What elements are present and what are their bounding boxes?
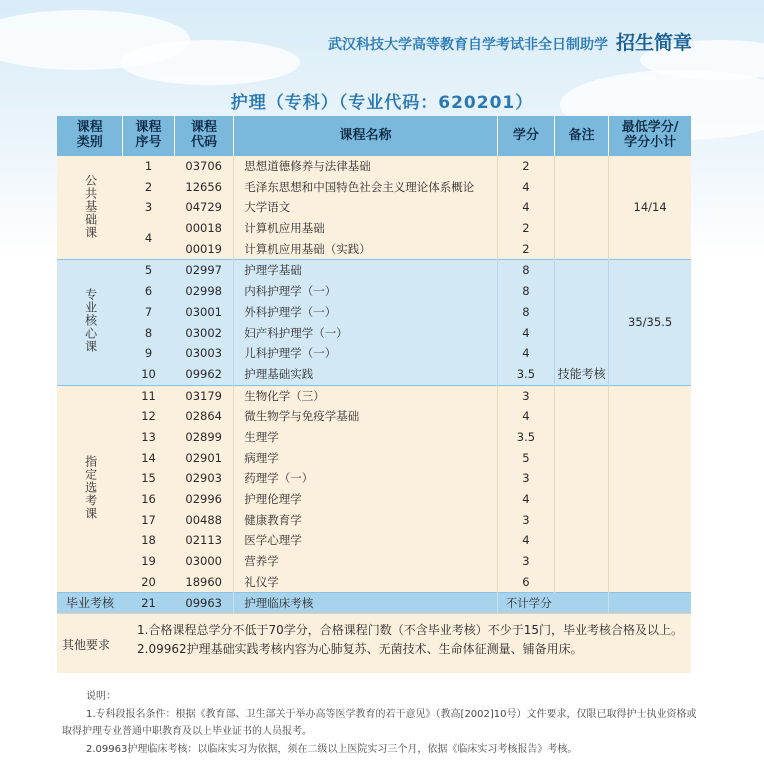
category-public-basic — [57, 156, 123, 260]
row-name: 生物化学（三） — [234, 385, 498, 406]
category-elective — [57, 385, 123, 593]
row-name: 计算机应用基础 — [234, 218, 498, 239]
table-row — [57, 260, 691, 281]
row-credit: 4 — [497, 406, 554, 427]
row-code: 12656 — [174, 177, 234, 198]
row-note — [555, 530, 609, 551]
row-seq: 11 — [123, 385, 174, 406]
row-note — [555, 572, 609, 593]
graduation-row — [57, 593, 691, 614]
table-row — [57, 385, 691, 406]
notes-heading: 说明： — [86, 691, 116, 702]
row-name: 健康教育学 — [234, 510, 498, 531]
row-note — [555, 239, 609, 260]
row-name: 药理学（一） — [234, 468, 498, 489]
requirement-line-2: 2.09962护理基础实践考核内容为心肺复苏、无菌技术、生命体征测量、铺备用床。 — [137, 641, 583, 656]
row-name: 医学心理学 — [234, 530, 498, 551]
row-name: 病理学 — [234, 448, 498, 469]
header-seq: 课程 序号 — [123, 116, 174, 156]
row-name: 护理学基础 — [234, 260, 498, 281]
row-name: 护理临床考核 — [234, 593, 498, 614]
row-min — [609, 593, 691, 614]
row-seq: 18 — [123, 530, 174, 551]
row-name: 妇产科护理学（一） — [234, 323, 498, 344]
header-credit: 学分 — [497, 116, 554, 156]
row-code: 04729 — [174, 197, 234, 218]
page-header — [328, 28, 692, 55]
row-code: 00488 — [174, 510, 234, 531]
table-row — [57, 302, 691, 323]
row-credit: 3 — [497, 551, 554, 572]
row-note — [555, 551, 609, 572]
category-label: 指定选考课 — [83, 454, 98, 520]
row-code: 03706 — [174, 156, 234, 177]
row-note — [555, 510, 609, 531]
row-note — [555, 177, 609, 198]
row-note — [555, 218, 609, 239]
row-code: 03002 — [174, 323, 234, 344]
note-2: 2.09963护理临床考核：以临床实习为依据，须在二级以上医院实习三个月，依据《临床实习考核报告》考核。 — [86, 743, 578, 755]
row-code: 02864 — [174, 406, 234, 427]
row-seq: 2 — [123, 177, 174, 198]
row-name: 外科护理学（一） — [234, 302, 498, 323]
row-seq: 10 — [123, 364, 174, 385]
row-seq: 14 — [123, 448, 174, 469]
row-name: 毛泽东思想和中国特色社会主义理论体系概论 — [234, 177, 498, 198]
row-code: 02997 — [174, 260, 234, 281]
row-credit: 2 — [497, 239, 554, 260]
table-row — [57, 177, 691, 198]
row-name: 儿科护理学（一） — [234, 343, 498, 364]
header-code: 课程 代码 — [174, 116, 234, 156]
row-credit: 5 — [497, 448, 554, 469]
row-code: 02113 — [174, 530, 234, 551]
row-seq: 16 — [123, 489, 174, 510]
table-row — [57, 427, 691, 448]
group-subtotal: 14/14 — [609, 156, 691, 260]
requirement-line-1: 1.合格课程总学分不低于70学分，合格课程门数（不含毕业考核）不少于15门，毕业考核合格及以上。 — [137, 623, 683, 637]
row-note — [555, 385, 609, 406]
row-seq: 1 — [123, 156, 174, 177]
row-code: 00018 — [174, 218, 234, 239]
row-code: 09963 — [174, 593, 234, 614]
row-note — [555, 427, 609, 448]
row-note — [555, 260, 609, 281]
row-note — [555, 468, 609, 489]
table-row — [57, 156, 691, 177]
background-cloud — [120, 40, 300, 85]
row-seq: 6 — [123, 281, 174, 302]
notes-section — [62, 688, 702, 758]
table-row — [57, 406, 691, 427]
table-row — [57, 281, 691, 302]
table-row — [57, 489, 691, 510]
other-requirements — [57, 613, 691, 673]
row-name: 大学语文 — [234, 197, 498, 218]
row-credit: 6 — [497, 572, 554, 593]
row-seq: 13 — [123, 427, 174, 448]
table-row — [57, 197, 691, 218]
row-credit: 不计学分 — [497, 593, 608, 614]
header-title: 招生简章 — [615, 32, 692, 54]
row-seq: 3 — [123, 197, 174, 218]
row-name: 计算机应用基础（实践） — [234, 239, 498, 260]
group-subtotal — [609, 385, 691, 593]
row-code: 18960 — [174, 572, 234, 593]
row-note — [555, 281, 609, 302]
group-subtotal: 35/35.5 — [609, 260, 691, 385]
row-name: 生理学 — [234, 427, 498, 448]
header-name: 课程名称 — [234, 116, 498, 156]
row-note — [555, 323, 609, 344]
row-credit: 4 — [497, 323, 554, 344]
header-subtitle: 武汉科技大学高等教育自学考试非全日制助学 — [327, 37, 608, 53]
table-row — [57, 468, 691, 489]
row-credit: 3.5 — [497, 364, 554, 385]
table-row — [57, 323, 691, 344]
row-note — [555, 156, 609, 177]
header-category: 课程 类别 — [57, 116, 123, 156]
row-code: 03001 — [174, 302, 234, 323]
row-credit: 3.5 — [497, 427, 554, 448]
header-note: 备注 — [555, 116, 609, 156]
category-label: 公共基础课 — [83, 173, 98, 239]
row-code: 03000 — [174, 551, 234, 572]
table-header-row — [57, 116, 691, 156]
row-note — [555, 406, 609, 427]
row-note — [555, 448, 609, 469]
row-credit: 2 — [497, 218, 554, 239]
row-seq: 20 — [123, 572, 174, 593]
row-code: 00019 — [174, 239, 234, 260]
table-row — [57, 530, 691, 551]
row-seq: 5 — [123, 260, 174, 281]
row-seq: 15 — [123, 468, 174, 489]
row-credit: 3 — [497, 385, 554, 406]
row-code: 02998 — [174, 281, 234, 302]
table-row — [57, 448, 691, 469]
row-name: 护理基础实践 — [234, 364, 498, 385]
row-note: 技能考核 — [555, 364, 609, 385]
course-table — [57, 116, 691, 614]
category-core — [57, 260, 123, 385]
note-1: 1.专科段报名条件：根据《教育部、卫生部关于举办高等医学教育的若干意见》（教高[2002]10号）文件要求，仅限已取得护士执业资格或取得护理专业普通中职教育及以上毕业证书的人员报考。 — [62, 708, 697, 737]
row-seq: 12 — [123, 406, 174, 427]
table-row — [57, 551, 691, 572]
table-row — [57, 364, 691, 385]
other-requirements-label: 其他要求 — [61, 638, 110, 652]
row-credit: 4 — [497, 343, 554, 364]
row-credit: 8 — [497, 260, 554, 281]
header-min-credit: 最低学分/ 学分小计 — [609, 116, 691, 156]
row-note — [555, 197, 609, 218]
row-name: 礼仪学 — [234, 572, 498, 593]
row-name: 护理伦理学 — [234, 489, 498, 510]
row-seq: 7 — [123, 302, 174, 323]
row-code: 02903 — [174, 468, 234, 489]
row-note — [555, 343, 609, 364]
table-row — [57, 572, 691, 593]
row-code: 03003 — [174, 343, 234, 364]
table-row — [57, 343, 691, 364]
row-credit: 2 — [497, 156, 554, 177]
row-name: 营养学 — [234, 551, 498, 572]
category-label: 专业核心课 — [83, 288, 98, 354]
row-seq: 8 — [123, 323, 174, 344]
row-note — [555, 302, 609, 323]
row-credit: 4 — [497, 530, 554, 551]
row-credit: 8 — [497, 302, 554, 323]
row-seq: 19 — [123, 551, 174, 572]
row-seq: 9 — [123, 343, 174, 364]
row-code: 03179 — [174, 385, 234, 406]
row-seq: 21 — [123, 593, 174, 614]
row-code: 02901 — [174, 448, 234, 469]
row-code: 02899 — [174, 427, 234, 448]
row-credit: 3 — [497, 510, 554, 531]
row-credit: 4 — [497, 197, 554, 218]
row-credit: 4 — [497, 489, 554, 510]
major-title: 护理（专科）（专业代码：620201） — [230, 93, 534, 113]
row-credit: 8 — [497, 281, 554, 302]
row-name: 内科护理学（一） — [234, 281, 498, 302]
graduation-category: 毕业考核 — [57, 593, 123, 614]
row-name: 思想道德修养与法律基础 — [234, 156, 498, 177]
row-note — [555, 489, 609, 510]
row-seq: 4 — [123, 218, 174, 260]
row-seq: 17 — [123, 510, 174, 531]
table-row — [57, 510, 691, 531]
row-credit: 4 — [497, 177, 554, 198]
row-credit: 3 — [497, 468, 554, 489]
row-code: 02996 — [174, 489, 234, 510]
row-name: 微生物学与免疫学基础 — [234, 406, 498, 427]
row-code: 09962 — [174, 364, 234, 385]
other-requirements-text — [123, 621, 683, 658]
table-row — [57, 218, 691, 239]
